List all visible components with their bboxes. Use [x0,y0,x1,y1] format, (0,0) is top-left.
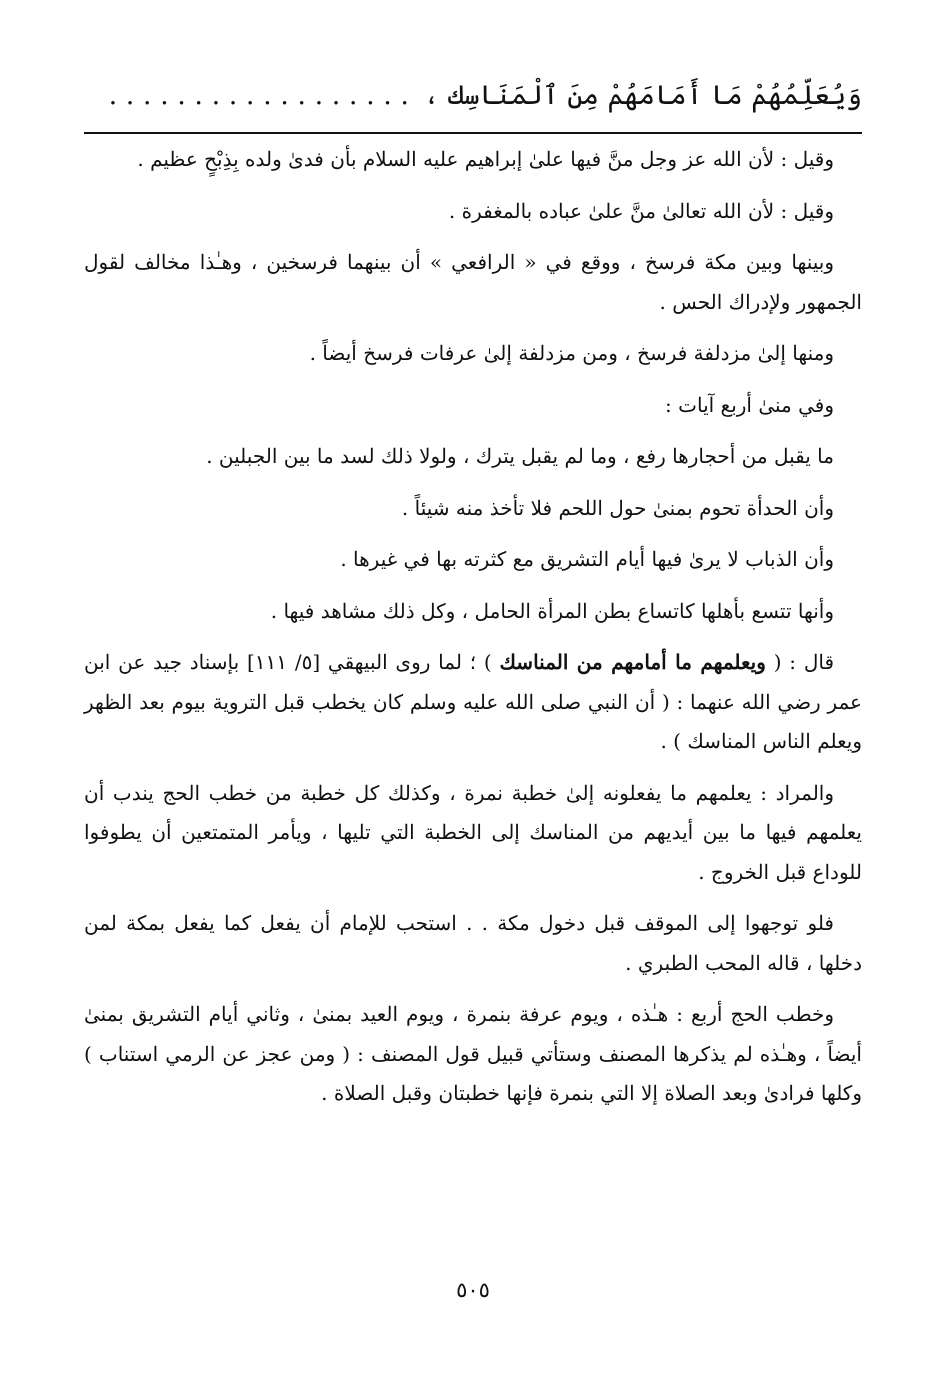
paragraph-1: وقيل : لأن الله عز وجل منَّ فيها علىٰ إبراهيم عليه السلام بأن فدىٰ ولده بِذِبْحٍ عظيم . [137,147,834,171]
running-header [84,70,862,122]
paragraph-5: وفي منىٰ أربع آيات : [665,392,834,417]
qala-prefix: قال : ( [773,650,834,674]
paragraph-2: وقيل : لأن الله تعالىٰ منَّ علىٰ عباده بالمغفرة . [448,198,834,223]
paragraph-8: وأن الذباب لا يرىٰ فيها أيام التشريق مع كثرته بها في غيرها . [340,547,834,571]
paragraph-7: وأن الحدأة تحوم بمنىٰ حول اللحم فلا تأخذ منه شيئاً . [401,495,834,520]
paragraph-9: وأنها تتسع بأهلها كاتساع بطن المرأة الحامل ، وكل ذلك مشاهد فيها . [270,598,834,623]
paragraph-13: وخطب الحج أربع : هـٰذه ، ويوم عرفة بنمرة ، ويوم العيد بمنىٰ ، وثاني أيام التشريق بمنىٰ أيضاً ، وهـٰذه لم يذكرها المصنف وستأتي قبيل قول المصنف : ( ومن عجز عن الرمي استناب ) وكلها فرادىٰ وبعد الصلاة إلا التي بنمرة فإنها خطبتان وقبل الصلاة . [84,1002,862,1105]
page-body [84,70,862,1126]
paragraph-6: ما يقبل من أحجارها رفع ، وما لم يقبل يترك ، ولولا ذلك لسد ما بين الجبلين . [206,444,834,468]
running-title: وَيُعَلِّمُهُمْ مَا أَمَامَهُمْ مِنَ ٱلْمَنَاسِك ، [423,80,862,111]
paragraph-12: فلو توجهوا إلى الموقف قبل دخول مكة . . استحب للإمام أن يفعل كما يفعل بمكة لمن دخلها ، قاله المحب الطبري . [84,911,862,975]
main-text [84,140,862,1114]
qala-paragraph [84,643,862,762]
header-dot-leader: . . . . . . . . . . . . . . . . . . [108,80,409,111]
page-number: ٥٠٥ [456,1278,490,1302]
header-rule [84,132,862,134]
paragraph-3: وبينها وبين مكة فرسخ ، ووقع في « الرافعي » أن بينهما فرسخين ، وهـٰذا مخالف لقول الجمهور ولإدراك الحس . [84,250,862,314]
matn-quote: ويعلمهم ما أمامهم من المناسك [499,650,766,674]
paragraph-4: ومنها إلىٰ مزدلفة فرسخ ، ومن مزدلفة إلىٰ عرفات فرسخ أيضاً . [309,341,834,365]
qala-commentary: ) ؛ لما روى البيهقي [٥/ ١١١] بإسناد جيد عن ابن عمر رضي الله عنهما : ( أن النبي صلى الله عليه وسلم كان يخطب قبل التروية بيوم بعد الظهر ويعلم الناس المناسك ) . [84,650,862,753]
paragraph-11: والمراد : يعلمهم ما يفعلونه إلىٰ خطبة نمرة ، وكذلك كل خطبة من خطب الحج يندب أن يعلمهم فيها ما بين أيديهم من المناسك إلى الخطبة التي تليها ، ويأمر المتمتعين أن يطوفوا للوداع قبل الخروج . [84,780,862,884]
